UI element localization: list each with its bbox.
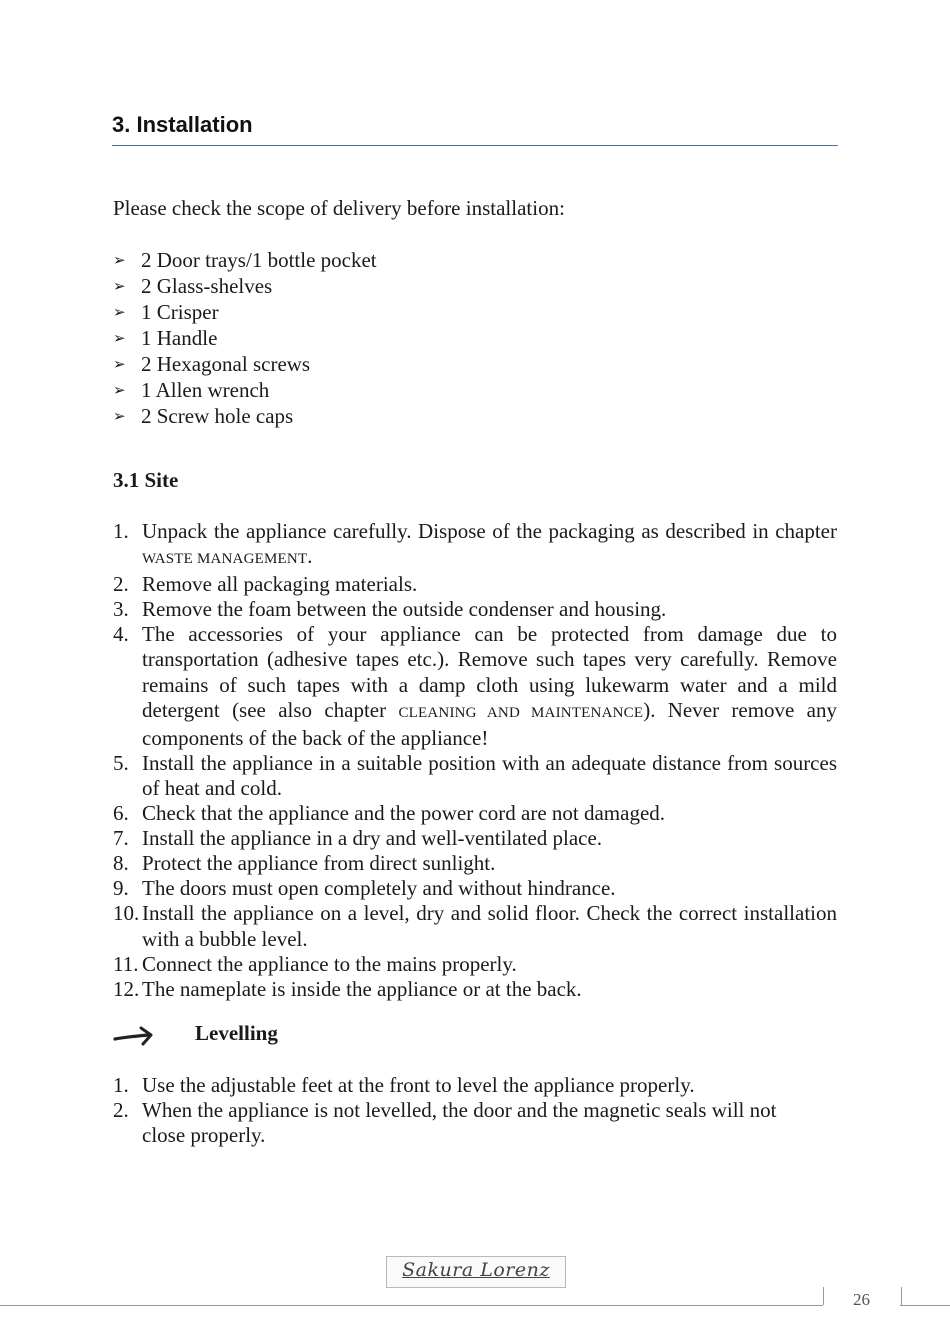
step-number: 12. <box>113 976 140 1001</box>
step-text: Protect the appliance from direct sunlight. <box>142 851 496 876</box>
step-number: 3. <box>113 597 129 622</box>
list-item: ➢ 1 Crisper <box>113 300 219 324</box>
step-number: 11. <box>113 951 139 976</box>
step-text: . <box>307 544 313 569</box>
list-item <box>113 876 837 901</box>
list-item <box>113 851 837 876</box>
list-item: ➢ 2 Screw hole caps <box>113 404 294 428</box>
levelling-heading: Levelling <box>195 1021 278 1045</box>
chapter-reference: WASTE MANAGEMENT <box>142 551 308 568</box>
chapter-reference: CLEANING AND MAINTENANCE <box>398 704 644 721</box>
step-number: 5. <box>113 750 129 775</box>
step-text: Connect the appliance to the mains properly. <box>142 951 517 976</box>
step-number: 1. <box>113 519 129 543</box>
section-title: 3. Installation <box>112 112 253 137</box>
step-number: 8. <box>113 851 129 876</box>
footer-divider <box>900 1305 950 1306</box>
step-text: The doors must open completely and without hindrance. <box>142 876 616 901</box>
step-text: Unpack the appliance carefully. Dispose of the packaging as described in chapter <box>142 519 837 543</box>
arrow-bullet-icon: ➢ <box>113 251 126 269</box>
step-text: Install the appliance on a level, dry and solid floor. Check the correct installation with a bubble level. <box>142 901 837 951</box>
list-item <box>113 622 837 750</box>
step-number: 4. <box>113 622 129 647</box>
list-item <box>113 1098 803 1148</box>
list-item: ➢ 2 Glass-shelves <box>113 274 273 298</box>
page-number: 26 <box>853 1290 870 1309</box>
list-item <box>113 801 837 826</box>
list-item <box>113 826 837 851</box>
arrow-bullet-icon: ➢ <box>113 407 126 425</box>
arrow-bullet-icon: ➢ <box>113 355 126 373</box>
list-item: ➢ 1 Handle <box>113 326 218 350</box>
step-number: 1. <box>113 1073 129 1097</box>
list-item: ➢ 2 Door trays/1 bottle pocket <box>113 248 377 272</box>
step-number: 2. <box>113 572 129 597</box>
list-item <box>113 952 837 977</box>
arrow-bullet-icon: ➢ <box>113 277 126 295</box>
step-text: Use the adjustable feet at the front to level the appliance properly. <box>142 1073 695 1097</box>
site-steps-list <box>113 519 837 1002</box>
brand-logo-text: Sakura Lorenz <box>402 1259 550 1281</box>
step-text: Check that the appliance and the power cord are not damaged. <box>142 801 666 826</box>
step-text: When the appliance is not levelled, the door and the magnetic seals will not close properly. <box>142 1098 777 1148</box>
footer-divider <box>0 1305 823 1306</box>
step-number: 7. <box>113 826 129 851</box>
step-text: The nameplate is inside the appliance or at the back. <box>142 976 582 1001</box>
arrow-bullet-icon: ➢ <box>113 303 126 321</box>
list-item <box>113 751 837 801</box>
step-text: The accessories of your appliance can be protected from damage due to transportation (adhesive tapes etc.). Remove such tapes very carefully. Remove remains of such tapes with a damp cloth using lukewarm water and a mild detergent (see also chapter <box>142 622 837 722</box>
intro-text: Please check the scope of delivery before installation: <box>113 196 565 220</box>
brand-logo <box>386 1256 566 1288</box>
arrow-bullet-icon: ➢ <box>113 381 126 399</box>
site-heading: 3.1 Site <box>113 468 179 492</box>
step-text: Install the appliance in a suitable position with an adequate distance from sources of heat and cold. <box>142 750 837 800</box>
list-item <box>113 519 837 572</box>
list-item <box>113 901 837 951</box>
step-number: 9. <box>113 876 129 901</box>
step-text: Install the appliance in a dry and well-ventilated place. <box>142 826 603 851</box>
step-text: Remove the foam between the outside condenser and housing. <box>142 597 667 622</box>
step-number: 2. <box>113 1098 129 1123</box>
list-item: ➢ 2 Hexagonal screws <box>113 352 311 376</box>
step-number: 10. <box>113 901 140 926</box>
list-item: ➢ 1 Allen wrench <box>113 378 270 402</box>
list-item <box>113 597 837 622</box>
scope-list <box>113 247 377 429</box>
step-number: 6. <box>113 801 129 826</box>
levelling-steps-list <box>113 1073 803 1148</box>
title-divider <box>112 145 838 146</box>
step-text: ). Never remove any components of the back of the appliance! <box>142 697 837 750</box>
arrow-icon <box>113 1025 157 1047</box>
arrow-bullet-icon: ➢ <box>113 329 126 347</box>
list-item <box>113 572 837 597</box>
list-item <box>113 977 837 1002</box>
list-item <box>113 1073 803 1098</box>
step-text: Remove all packaging materials. <box>142 572 418 597</box>
